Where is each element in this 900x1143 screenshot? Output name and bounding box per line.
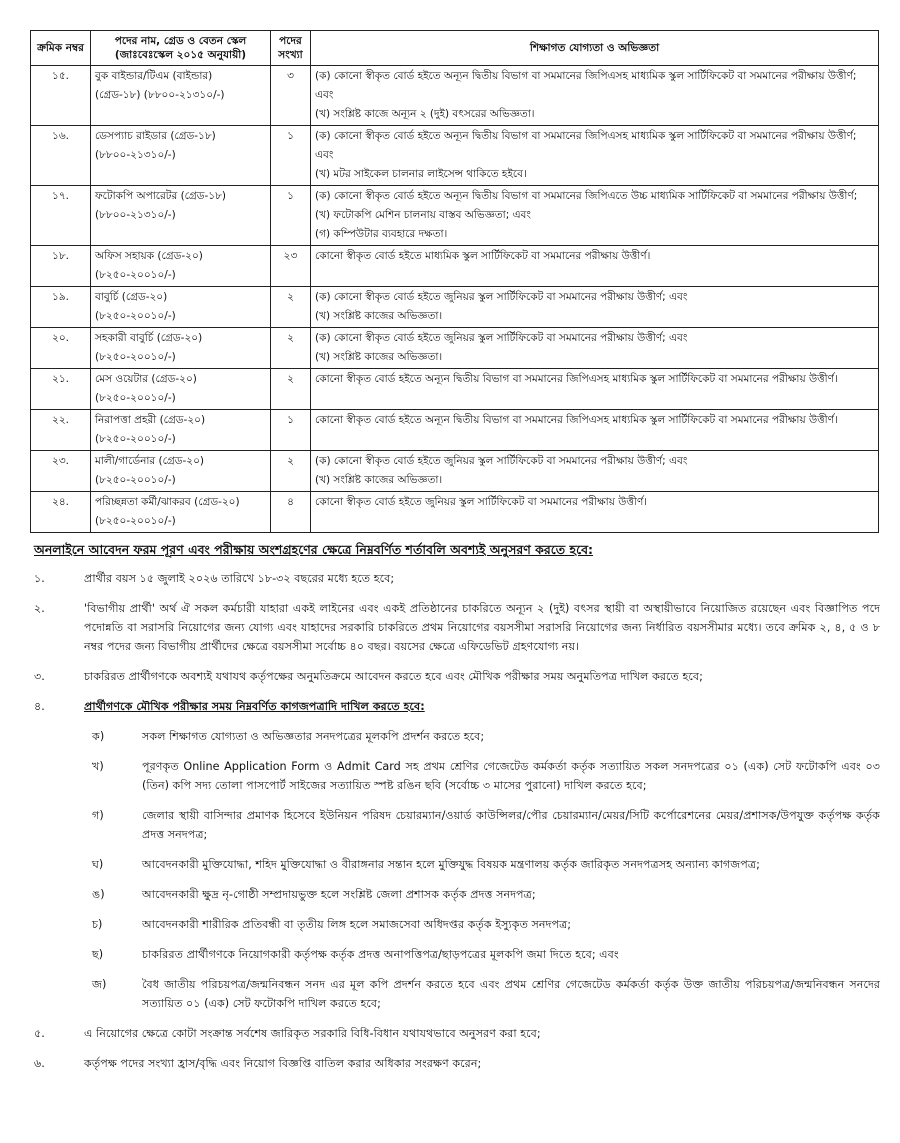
positions-table: [30, 30, 879, 533]
header-serial: ক্রমিক নম্বর: [31, 31, 91, 66]
qualification-line: কোনো স্বীকৃত বোর্ড হইতে মাধ্যমিক স্কুল সার্টিফিকেট বা সমমানের পরীক্ষায় উত্তীর্ণ।: [315, 250, 651, 262]
row-qualification: [311, 246, 879, 287]
row-serial: ১৭.: [31, 186, 91, 246]
row-serial: ১৮.: [31, 246, 91, 287]
condition-item-number: ৩.: [34, 670, 45, 683]
document-subitem-number: ঙ): [92, 888, 105, 901]
condition-item: [30, 569, 880, 588]
conditions-title: অনলাইনে আবেদন ফরম পূরণ এবং পরীক্ষায় অংশগ্রহণের ক্ষেত্রে নিম্নবর্ণিত শর্তাবলি অবশ্যই অনুসরণ করতে হবে:: [34, 542, 594, 557]
post-scale: (৮৮০০-২১৩১০/-): [95, 209, 176, 221]
row-count: ৪: [271, 492, 311, 533]
qualification-line: কোনো স্বীকৃত বোর্ড হইতে অন্যূন দ্বিতীয় বিভাগ বা সমমানের জিপিএসহ মাধ্যমিক স্কুল সার্টিফিকেট বা সমমানের পরীক্ষায় উত্তীর্ণ।: [315, 373, 838, 385]
row-post: [91, 66, 271, 126]
row-qualification: [311, 369, 879, 410]
qualification-line: (খ) ফটোকপি মেশিন চালনায় বাস্তব অভিজ্ঞতা; এবং: [315, 209, 531, 221]
row-post: [91, 369, 271, 410]
row-count: ১: [271, 186, 311, 246]
qualification-line: (খ) সংশ্লিষ্ট কাজের অভিজ্ঞতা।: [315, 474, 443, 486]
qualification-line: (ক) কোনো স্বীকৃত বোর্ড হইতে জুনিয়র স্কুল সার্টিফিকেট বা সমমানের পরীক্ষায় উত্তীর্ণ; এবং: [315, 332, 688, 344]
row-serial: ১৫.: [31, 66, 91, 126]
header-post: পদের নাম, গ্রেড ও বেতন স্কেল (জাঃবেঃস্কেল ২০১৫ অনুযায়ী): [91, 31, 271, 66]
row-post: [91, 410, 271, 451]
table-row: [31, 451, 879, 492]
document-subitem-text: চাকরিরত প্রার্থীগণকে নিয়োগকারী কর্তৃপক্ষ কর্তৃক প্রদত্ত অনাপত্তিপত্র/ছাড়পত্রের মূলকপি জমা দিতে হবে; এবং: [142, 948, 619, 961]
document-subitem-text: জেলার স্থায়ী বাসিন্দার প্রমাণক হিসেবে ইউনিয়ন পরিষদ চেয়ারম্যান/ওয়ার্ড কাউন্সিলর/পৌর চেয়ারম্যান/মেয়র/সিটি কর্পোরেশনের মেয়র/প্রশাসক/উপযুক্ত কর্তৃপক্ষ কর্তৃক প্রদত্ত সনদপত্র;: [142, 809, 880, 841]
row-count: ১: [271, 126, 311, 186]
table-row: [31, 66, 879, 126]
row-qualification: [311, 66, 879, 126]
table-row: [31, 492, 879, 533]
condition-item-number: ৬.: [34, 1057, 45, 1070]
condition-item: [30, 1024, 880, 1043]
row-post: [91, 451, 271, 492]
table-header-row: [31, 31, 879, 66]
condition-item-text: চাকরিরত প্রার্থীগণকে অবশ্যই যথাযথ কর্তৃপক্ষের অনুমতিক্রমে আবেদন করতে হবে এবং মৌখিক পরীক্ষার সময় অনুমতিপত্র দাখিল করতে হবে;: [84, 670, 703, 683]
condition-item-number: ২.: [34, 602, 45, 615]
qualification-line: (খ) মটর সাইকেল চালনার লাইসেন্স থাকিতে হইবে।: [315, 168, 527, 180]
document-subitem-number: জ): [92, 978, 107, 991]
post-name: বাবুর্চি (গ্রেড-২০): [95, 291, 168, 303]
row-count: ২: [271, 369, 311, 410]
row-post: [91, 287, 271, 328]
qualification-line: (ক) কোনো স্বীকৃত বোর্ড হইতে জুনিয়র স্কুল সার্টিফিকেট বা সমমানের পরীক্ষায় উত্তীর্ণ; এবং: [315, 291, 688, 303]
row-count: ২: [271, 287, 311, 328]
condition-item: [30, 667, 880, 686]
post-name: মালী/গার্ডেনার (গ্রেড-২০): [95, 455, 205, 467]
header-qualification: শিক্ষাগত যোগ্যতা ও অভিজ্ঞতা: [311, 31, 879, 66]
document-subitem: [30, 727, 880, 746]
document-subitem-number: গ): [92, 809, 104, 822]
row-count: ২: [271, 451, 311, 492]
table-row: [31, 126, 879, 186]
document-subitem: [30, 855, 880, 874]
condition-item-text: কর্তৃপক্ষ পদের সংখ্যা হ্রাস/বৃদ্ধি এবং নিয়োগ বিজ্ঞপ্তি বাতিল করার অধিকার সংরক্ষণ করেন;: [84, 1057, 482, 1070]
post-name: ডেসপ্যাচ রাইডার (গ্রেড-১৮): [95, 130, 216, 142]
document-subitem-text: আবেদনকারী মুক্তিযোদ্ধা, শহিদ মুক্তিযোদ্ধা ও বীরাঙ্গনার সন্তান হলে মুক্তিযুদ্ধ বিষয়ক মন্ত্রণালয় কর্তৃক জারিকৃত সনদপত্রসহ অন্যান্য কাগজপত্র;: [142, 858, 760, 871]
qualification-line: (খ) সংশ্লিষ্ট কাজের অভিজ্ঞতা।: [315, 310, 443, 322]
post-name: পরিচ্ছন্নতা কর্মী/ঝাকরব (গ্রেড-২০): [95, 496, 240, 508]
qualification-line: (ক) কোনো স্বীকৃত বোর্ড হইতে অন্যূন দ্বিতীয় বিভাগ বা সমমানের জিপিএতে উচ্চ মাধ্যমিক সার্টিফিকেট বা সমমানের পরীক্ষায় উত্তীর্ণ;: [315, 190, 858, 202]
header-count: পদের সংখ্যা: [271, 31, 311, 66]
post-scale: (৮৮০০-২১৩১০/-): [95, 149, 176, 161]
table-row: [31, 186, 879, 246]
condition-item: [30, 1054, 880, 1073]
row-qualification: [311, 287, 879, 328]
post-name: সহকারী বাবুর্চি (গ্রেড-২০): [95, 332, 203, 344]
condition-item-text: 'বিভাগীয় প্রার্থী' অর্থ ঐ সকল কর্মচারী যাহারা একই লাইনের এবং একই প্রতিষ্ঠানের চাকরিতে অন্যূন ২ (দুই) বৎসর স্থায়ী বা অস্থায়ীভাবে নিয়োজিত রয়েছেন এবং বিজ্ঞাপিত পদে পদোন্নতি বা সরাসরি নিয়োগের জন্য যোগ্য এবং যাহাদের সরকারি চাকরিতে প্রথম নিয়োগের বয়সসীমা সরাসরি নিয়োগের জন্য নির্ধারিত বয়সসীমার মধ্যে। তবে ক্রমিক ২, ৪, ৫ ও ৮ নম্বর পদের জন্য বিভাগীয় প্রার্থীদের ক্ষেত্রে বয়সসীমা সর্বোচ্চ ৪০ বছর। বয়সের ক্ষেত্রে এফিডেভিট গ্রহণযোগ্য নয়।: [84, 602, 880, 653]
table-row: [31, 369, 879, 410]
table-row: [31, 287, 879, 328]
row-post: [91, 328, 271, 369]
table-row: [31, 410, 879, 451]
post-name: বুক বাইন্ডার/টিএম (বাইন্ডার): [95, 70, 213, 82]
row-qualification: [311, 328, 879, 369]
post-scale: (৮২৫০-২০০১০/-): [95, 515, 176, 527]
row-qualification: [311, 186, 879, 246]
qualification-line: (খ) সংশ্লিষ্ট কাজের অভিজ্ঞতা।: [315, 351, 443, 363]
post-scale: (৮২৫০-২০০১০/-): [95, 269, 176, 281]
table-row: [31, 246, 879, 287]
row-serial: ১৯.: [31, 287, 91, 328]
document-subitem: [30, 915, 880, 934]
qualification-line: কোনো স্বীকৃত বোর্ড হইতে জুনিয়র স্কুল সার্টিফিকেট বা সমমানের পরীক্ষায় উত্তীর্ণ।: [315, 496, 648, 508]
row-count: ২: [271, 328, 311, 369]
row-serial: ২০.: [31, 328, 91, 369]
condition-item: [30, 697, 880, 716]
document-subitem-number: খ): [92, 760, 104, 773]
post-scale: (৮২৫০-২০০১০/-): [95, 474, 176, 486]
qualification-line: (ক) কোনো স্বীকৃত বোর্ড হইতে অন্যূন দ্বিতীয় বিভাগ বা সমমানের জিপিএসহ মাধ্যমিক স্কুল সার্টিফিকেট বা সমমানের পরীক্ষায় উত্তীর্ণ; এবং: [315, 70, 857, 101]
post-name: মেস ওয়েটার (গ্রেড-২০): [95, 373, 197, 385]
row-post: [91, 246, 271, 287]
conditions-section: [30, 541, 880, 1084]
qualification-line: (ক) কোনো স্বীকৃত বোর্ড হইতে জুনিয়র স্কুল সার্টিফিকেট বা সমমানের পরীক্ষায় উত্তীর্ণ; এবং: [315, 455, 688, 467]
post-name: ফটোকপি অপারেটর (গ্রেড-১৮): [95, 190, 227, 202]
document-subitem-number: ছ): [92, 948, 104, 961]
document-subitem: [30, 975, 880, 1013]
condition-item-text: প্রার্থীগণকে মৌখিক পরীক্ষার সময় নিম্নবর্ণিত কাগজপত্রাদি দাখিল করতে হবে:: [84, 700, 425, 713]
document-subitem-text: আবেদনকারী শারীরিক প্রতিবন্ধী বা তৃতীয় লিঙ্গ হলে সমাজসেবা অধিদপ্তর কর্তৃক ইস্যুকৃত সনদপত্র;: [142, 918, 572, 931]
post-scale: (গ্রেড-১৮) (৮৮০০-২১৩১০/-): [95, 89, 225, 101]
qualification-line: (খ) সংশ্লিষ্ট কাজে অন্যূন ২ (দুই) বৎসরের অভিজ্ঞতা।: [315, 108, 535, 120]
document-subitem: [30, 945, 880, 964]
document-subitem-number: ঘ): [92, 858, 104, 871]
row-serial: ২১.: [31, 369, 91, 410]
document-subitem-text: বৈধ জাতীয় পরিচয়পত্র/জন্মনিবন্ধন সনদ এর মূল কপি প্রদর্শন করতে হবে এবং প্রথম শ্রেণির গেজেটেড কর্মকর্তা কর্তৃক উক্ত জাতীয় পরিচয়পত্র/জন্মনিবন্ধন সনদের সত্যায়িত ০১ (এক) সেট ফটোকপি দাখিল করতে হবে;: [142, 978, 880, 1010]
document-subitem: [30, 806, 880, 844]
document-subitem: [30, 757, 880, 795]
post-name: অফিস সহায়ক (গ্রেড-২০): [95, 250, 203, 262]
document-subitem-number: ক): [92, 730, 105, 743]
row-qualification: [311, 492, 879, 533]
qualification-line: (গ) কম্পিউটার ব্যবহারে দক্ষতা।: [315, 228, 448, 240]
document-subitem-text: সকল শিক্ষাগত যোগ্যতা ও অভিজ্ঞতার সনদপত্রের মূলকপি প্রদর্শন করতে হবে;: [142, 730, 485, 743]
condition-item-text: এ নিয়োগের ক্ষেত্রে কোটা সংক্রান্ত সর্বশেষ জারিকৃত সরকারি বিধি-বিধান যথাযথভাবে অনুসরণ করা হবে;: [84, 1027, 541, 1040]
post-name: নিরাপত্তা প্রহরী (গ্রেড-২০): [95, 414, 206, 426]
qualification-line: কোনো স্বীকৃত বোর্ড হইতে অন্যূন দ্বিতীয় বিভাগ বা সমমানের জিপিএসহ মাধ্যমিক স্কুল সার্টিফিকেট বা সমমানের পরীক্ষায় উত্তীর্ণ।: [315, 414, 838, 426]
row-serial: ১৬.: [31, 126, 91, 186]
row-count: ৩: [271, 66, 311, 126]
row-serial: ২৩.: [31, 451, 91, 492]
post-scale: (৮২৫০-২০০১০/-): [95, 392, 176, 404]
condition-item-text: প্রার্থীর বয়স ১৫ জুলাই ২০২৬ তারিখে ১৮-৩২ বছরের মধ্যে হতে হবে;: [84, 572, 395, 585]
table-row: [31, 328, 879, 369]
row-serial: ২২.: [31, 410, 91, 451]
document-subitem-text: পূরণকৃত Online Application Form ও Admit Card সহ প্রথম শ্রেণির গেজেটেড কর্মকর্তা কর্তৃক সত্যায়িত সকল সনদপত্রের ০১ (এক) সেট ফটোকপি এবং ০৩ (তিন) কপি সদ্য তোলা পাসপোর্ট সাইজের সত্যায়িত স্পষ্ট রঙিন ছবি (সর্বোচ্চ ৩ মাসের পুরানো) দাখিল করতে হবে;: [142, 760, 880, 792]
row-post: [91, 126, 271, 186]
post-scale: (৮২৫০-২০০১০/-): [95, 351, 176, 363]
row-post: [91, 492, 271, 533]
condition-item-number: ১.: [34, 572, 45, 585]
condition-item-number: ৪.: [34, 700, 45, 713]
row-qualification: [311, 126, 879, 186]
row-qualification: [311, 451, 879, 492]
document-subitem-text: আবেদনকারী ক্ষুদ্র নৃ-গোষ্ঠী সম্প্রদায়ভুক্ত হলে সংশ্লিষ্ট জেলা প্রশাসক কর্তৃক প্রদত্ত সনদপত্র;: [142, 888, 536, 901]
condition-item-number: ৫.: [34, 1027, 45, 1040]
condition-item: [30, 599, 880, 656]
document-subitem: [30, 885, 880, 904]
qualification-line: (ক) কোনো স্বীকৃত বোর্ড হইতে অন্যূন দ্বিতীয় বিভাগ বা সমমানের জিপিএসহ মাধ্যমিক স্কুল সার্টিফিকেট বা সমমানের পরীক্ষায় উত্তীর্ণ; এবং: [315, 130, 857, 161]
row-count: ১: [271, 410, 311, 451]
row-count: ২৩: [271, 246, 311, 287]
post-scale: (৮২৫০-২০০১০/-): [95, 310, 176, 322]
document-subitem-number: চ): [92, 918, 103, 931]
row-qualification: [311, 410, 879, 451]
row-post: [91, 186, 271, 246]
row-serial: ২৪.: [31, 492, 91, 533]
post-scale: (৮২৫০-২০০১০/-): [95, 433, 176, 445]
